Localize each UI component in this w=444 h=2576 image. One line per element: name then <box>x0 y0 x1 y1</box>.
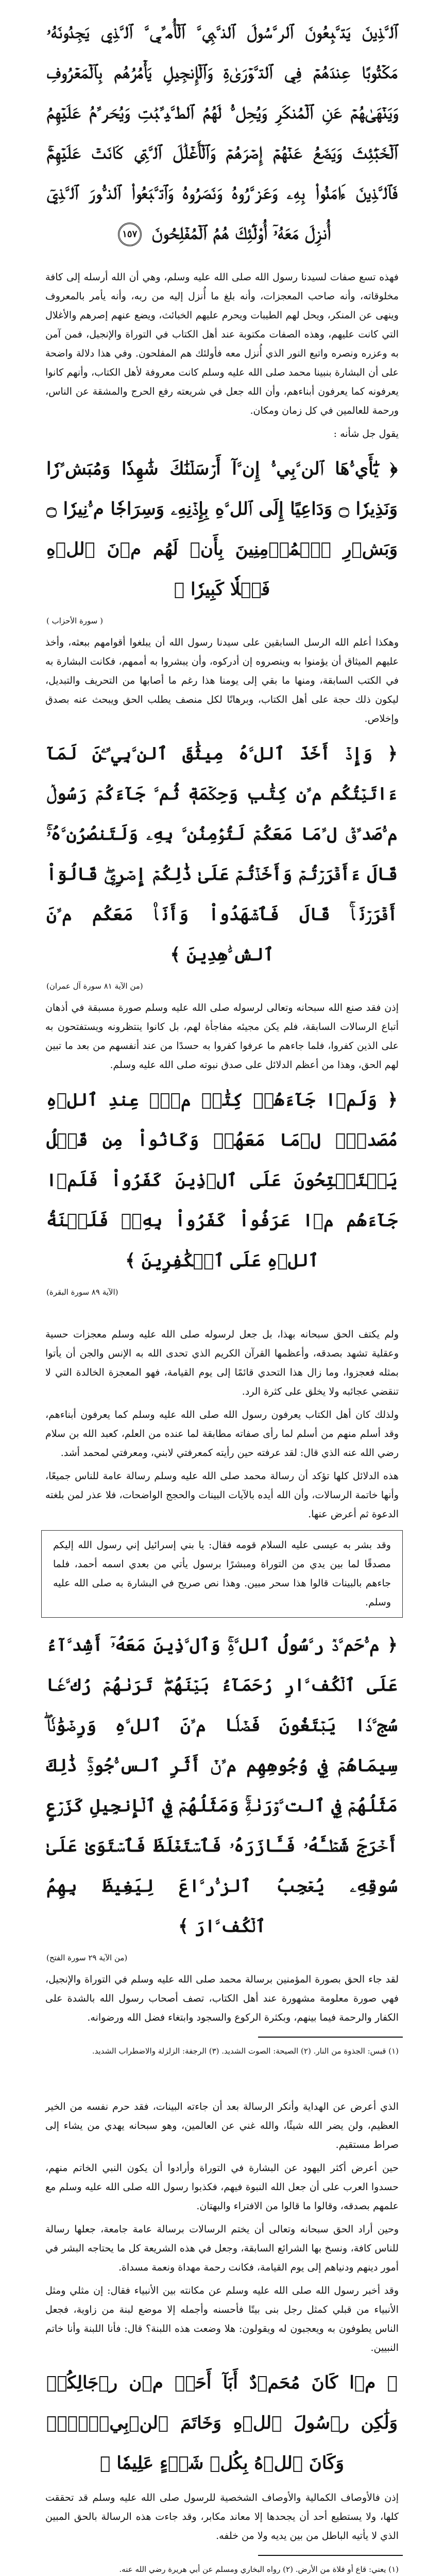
verse-reference: (الآية ٨٩ سورة البقرة) <box>46 1287 118 1297</box>
body-paragraph: لقد جاء الحق بصورة المؤمنين برسالة محمد صلى الله عليه وسلم في التوراة والإنجيل، فهي صورة معلومة مشهورة عند أهل الكتاب، تصف أصحاب رسول الله بالشدة على الكفار والرحمة فيما بينهم، وبكثرة الركوع والسجود وابتغاء فضل الله ورضوانه. <box>45 1974 399 2023</box>
body-paragraph: وحين أراد الحق سبحانه وتعالى أن يختم الرسالات برسالة عامة جامعة، جعلها رسالة للناس كافة، ونسخ بها الشرائع السابقة، وجعل في هذه الشريعة كل ما يحتاجه البشر في أمور دينهم ودنياهم إلى يوم القيامة، فكانت رحمة مهداة ونعمة مسداة. <box>45 2224 399 2273</box>
body-paragraph: وهكذا أعلم الله الرسل السابقين على سيدنا رسول الله أن يبلغوا أقوامهم ببعثه، وأخذ عليهم الميثاق أن يؤمنوا به وينصروه إن أدركوه، وأن يبشروا به أممهم، فكانت البشارة به في الكتب السابقة، ومنها ما بقي إلى يومنا هذا رغم ما أصابها من التحريف والتبديل، ليكون ذلك حجة على أهل الكتاب، وبرهانًا لكل منصف يطلب الحق ويبحث عنه بصدق وإخلاص. <box>45 637 399 724</box>
footnote: (١) قبس: الجذوة من النار. (٢) الصيحة: الصوت الشديد. (٣) الرجفة: الزلزلة والاضطراب الشديد. <box>92 2046 399 2056</box>
quran-verse-block: ﴿ مﱡحَمﱠدٞ رﱠسُولُ ٱللﱠهِۚ وَٱلﱠذِينَ مَعَهُۥٓ أَشِدﱠآءُ عَلَى ٱلۡكُفﱠارِ رُحَمَآءُ بَيۡنَهُمۡۖ تَرَىٰهُمۡ رُكﱠعٗا سُجﱠدٗا يَبۡتَغُونَ فَضۡلٗا مﱢنَ ٱللﱠهِ وَرِضۡوَٰنٗاۖ سِيمَاهُمۡ فِي وُجُوهِهِم مﱢنۡ أَثَرِ ٱلسﱡجُودِۚ ذَٰلِكَ مَثَلُهُمۡ فِي ٱلتﱠوۡرَىٰةِۚ وَمَثَلُهُمۡ فِي ٱلۡإِنجِيلِ كَزَرۡعٍ أَخۡرَجَ شَطۡـَٔهُۥ فَـَٔازَرَهُۥ فَٱسۡتَغۡلَظَ فَٱسۡتَوَىٰ عَلَىٰ سُوقِهِۦ يُعۡجِبُ ٱلزﱡرﱠاعَ لِيَغِيظَ بِهِمُ ٱلۡكُفﱠارَ ﴾ <box>46 1635 398 1937</box>
verse-reference: (من الآية ٢٩ سورة الفتح) <box>46 1953 128 1962</box>
footnote-divider <box>258 2037 403 2038</box>
footnote-divider <box>258 2555 403 2556</box>
body-paragraph: يقول جل شأنه : <box>333 428 399 439</box>
quran-verse-text: ﭐﻟﱠﺬِﻳﻦَ ﻳَﺘﱠﺒِﻌُﻮﻥَ ﭐﻟﺮﱠﺳُﻮﻝَ ﭐﻟﻨﱠﺒِﻲﱠ ﭐﻟۡﺄُﻣﱢﻲﱠ ﭐﻟﱠﺬِﻱ ﻳَﺠِﺪُﻭﻧَﻪُۥ ﻣَﻜۡﺘُﻮﺑًﺎ ﻋِﻨﺪَﻫُﻢۡ ﻓِﻲ ﭐﻟﺘﱠﻮۡﺭَﻯٰﺓِ ﻭَﭐﻟۡﺈِﻧﺠِﻴﻞِ ﻳَﺄۡﻣُﺮُﻫُﻢ ﺑِﭑﻟۡﻤَﻌۡﺮُﻭﻑِ ﻭَﻳَﻨۡﻬَﻰٰﻬُﻢۡ ﻋَﻦِ ﭐﻟۡﻤُﻨﻜَﺮِ ﻭَﻳُﺤِﻞﱡ ﻟَﻬُﻢُ ﭐﻟﻄﱠﻴﱢﺒَٰﺖِ ﻭَﻳُﺤَﺮﱢﻡُ ﻋَﻠَﻴۡﻬِﻢُ ﭐﻟۡﺨَﺒَٰٓﺌِﺚَ ﻭَﻳَﻀَﻊُ ﻋَﻨۡﻬُﻢۡ ﺇِﺻۡﺮَﻫُﻢۡ ﻭَﭐﻟۡﺄَﻏۡﻠَٰﻞَ ﭐﻟﱠﺘِﻲ ﻛَﺎﻧَﺖۡ ﻋَﻠَﻴۡﻬِﻢۡۚ ﻓَﭑﻟﱠﺬِﻳﻦَ ﺀَﺍﻣَﻨُﻮﺍْ ﺑِﻪِۦ ﻭَﻋَﺰﱠﺭُﻭﻩُ ﻭَﻧَﺼَﺮُﻭﻩُ ﻭَﭐﺗﱠﺒَﻌُﻮﺍْ ﭐﻟﻨﱡﻮﺭَ ﭐﻟﱠﺬِﻱٓ ﺃُﻧﺰِﻝَ ﻣَﻌَﻪُۥٓ ﺃُﻭْﻟَٰٓﺌِﻚَ ﻫُﻢُ ﭐﻟۡﻤُﻔۡﻠِﺤُﻮﻥَ <box>46 22 398 244</box>
quran-verse-block: ﴿ وَإِذۡ أَخَذَ ٱللﱠهُ مِيثَٰقَ ٱلنﱠبِيﱢـۧنَ لَمَآ ءَاتَيۡتُكُم مﱢن كِتَٰبٖ وَحِكۡمَةٖ ثُمﱠ جَآءَكُمۡ رَسُولٞ مﱡصَدﱢقٞ لﱢمَا مَعَكُمۡ لَتُؤۡمِنُنﱠ بِهِۦ وَلَتَنصُرُنﱠهُۥۚ قَالَ ءَأَقۡرَرۡتُمۡ وَأَخَذۡتُمۡ عَلَىٰ ذَٰلِكُمۡ إِصۡرِيۖ قَالُوٓاْ أَقۡرَرۡنَاۚ قَالَ فَٱشۡهَدُواْ وَأَنَا۠ مَعَكُم مﱢنَ ٱلشﱠٰهِدِينَ ﴾ <box>46 743 398 965</box>
verse-number-ornament: ١٥٧ <box>118 223 142 246</box>
verse-reference: (من الآية ٨١ سورة آل عمران) <box>46 981 143 991</box>
body-paragraph: هذه الدلائل كلها تؤكد أن رسالة محمد صلى الله عليه وسلم رسالة عامة للناس جميعًا، وأنها خاتمة الرسالات، وأن الله أيده بالآيات البينات والحجج الواضحات، فلا عذر لمن بلغته الدعوة ثم أعرض عنها. <box>45 1470 399 1520</box>
footnote: (١) يعني: قاع أو فلاة من الأرض. (٢) رواه البخاري ومسلم عن أبي هريرة رضي الله عنه. <box>119 2565 399 2574</box>
quran-verse-block: ﴿ مﱠا كَانَ مُحَمﱠدٌ أَبَآ أَحَدٖ مﱢن رﱢجَالِكُمۡ وَلَٰكِن رﱠسُولَ ٱللﱠهِ وَخَاتَمَ ٱلنﱠبِيﱢـۧنَۗ وَكَانَ ٱللﱠهُ بِكُلﱢ شَيۡءٍ عَلِيمٗا ﴾ <box>46 2372 398 2473</box>
quran-verse-block <box>41 9 403 257</box>
body-paragraph: الذي أعرض عن الهداية وأنكر الرسالة بعد أن جاءته البينات، فقد حرم نفسه من الخير العظيم، ولن يضر الله شيئًا، والله غني عن العالمين، وهو سبحانه يهدي من يشاء إلى صراط مستقيم. <box>45 2101 399 2150</box>
verse-reference: ( سورة الأحزاب ) <box>46 616 103 625</box>
quran-verse-block: ﴿ وَلَمﱠا جَآءَهُمۡ كِتَٰبٞ مﱢنۡ عِندِ ٱللﱠهِ مُصَدﱢقٞ لﱢمَا مَعَهُمۡ وَكَانُواْ مِن قَبۡلُ يَسۡتَفۡتِحُونَ عَلَى ٱلﱠذِينَ كَفَرُواْ فَلَمﱠا جَآءَهُم مﱠا عَرَفُواْ كَفَرُواْ بِهِۦۚ فَلَعۡنَةُ ٱللﱠهِ عَلَى ٱلۡكَٰفِرِينَ ﴾ <box>46 1090 398 1271</box>
body-paragraph: ولذلك كان أهل الكتاب يعرفون رسول الله صلى الله عليه وسلم كما يعرفون أبناءهم، وقد أسلم منهم من أسلم لما رأى صفاته مطابقة لما عنده من العلم، كعبد الله بن سلام رضي الله عنه الذي قال: لقد عرفته حين رأيته كمعرفتي لابني، ومعرفتي لمحمد أشد. <box>45 1409 399 1459</box>
body-paragraph: حين أعرض أكثر اليهود عن البشارة في التوراة وأرادوا أن يكون النبي الخاتم منهم، حسدوا العرب على أن جعل الله النبوة فيهم، فكذبوا رسول الله صلى الله عليه وسلم مع علمهم بصدقه، وقالوا ما قالوا من الافتراء والبهتان. <box>45 2162 399 2212</box>
body-paragraph: فهذه تسع صفات لسيدنا رسول الله صلى الله عليه وسلم، وهي أن الله أرسله إلى كافة مخلوقاته، وأنه صاحب المعجزات، وأنه بلغ ما أُنزل إليه من ربه، وأنه يأمر بالمعروف وينهى عن المنكر، ويحل لهم الطيبات ويحرم عليهم الخبائث، ويضع عنهم إصرهم والأغلال التي كانت عليهم، وهذه الصفات مكتوبة عند أهل الكتاب في التوراة والإنجيل، فمن آمن به وعزره ونصره واتبع النور الذي أُنزل معه فأولئك هم المفلحون. وفي هذا دلالة واضحة على أن البشارة بنبينا محمد صلى الله عليه وسلم كانت معروفة لأهل الكتاب، وأنهم كانوا يعرفونه كما يعرفون أبناءهم، وأن الله جعل في شريعته رفع الحرج والمشقة عن الناس، ورحمة للعالمين في كل زمان ومكان. <box>45 272 399 416</box>
body-paragraph: وقد بشر به عيسى عليه السلام قومه فقال: يا بني إسرائيل إني رسول الله إليكم مصدقًا لما بين يدي من التوراة ومبشرًا برسول يأتي من بعدي اسمه أحمد، فلما جاءهم بالبينات قالوا هذا سحر مبين. وهذا نص صريح في البشارة به صلى الله عليه وسلم. <box>53 1539 391 1608</box>
body-paragraph: ولم يكتف الحق سبحانه بهذا، بل جعل لرسوله صلى الله عليه وسلم معجزات حسية وعقلية تشهد بصدقه، وأعظمها القرآن الكريم الذي تحدى الله به الإنس والجن أن يأتوا بمثله فعجزوا، وما زال هذا التحدي قائمًا إلى يوم القيامة، فهو المعجزة الخالدة التي لا تنقضي عجائبه ولا يخلق على كثرة الرد. <box>45 1329 399 1397</box>
quran-verse-block: ﴿ يَٰٓأَيﱡهَا ٱلنﱠبِيﱡ إِنﱠآ أَرۡسَلۡنَٰكَ شَٰهِدٗا وَمُبَشﱢرٗا وَنَذِيرٗا ۝ وَدَاعِيًا إِلَى ٱللﱠهِ بِإِذۡنِهِۦ وَسِرَاجٗا مﱡنِيرٗا ۝ وَبَشﱢرِ ٱلۡمُؤۡمِنِينَ بِأَنﱠ لَهُم مﱢنَ ٱللﱠهِ فَضۡلٗا كَبِيرٗا ﴾ <box>46 459 398 600</box>
quoted-text-box <box>41 1530 403 1618</box>
body-paragraph: وقد أخبر رسول الله صلى الله عليه وسلم عن مكانته بين الأنبياء فقال: إن مثلي ومثل الأنبياء من قبلي كمثل رجل بنى بيتًا فأحسنه وأجمله إلا موضع لبنة من زاوية، فجعل الناس يطوفون به ويعجبون له ويقولون: هلا وضعت هذه اللبنة؟ قال: فأنا اللبنة وأنا خاتم النبيين. <box>45 2285 399 2353</box>
body-paragraph: إذن فالأوصاف الكمالية والأوصاف الشخصية للرسول صلى الله عليه وسلم قد تحققت كلها، ولا يستطيع أحد أن يجحدها إلا معاند مكابر، وقد جاءت هذه الرسالة بالحق المبين الذي لا يأتيه الباطل من بين يديه ولا من خلفه. <box>45 2492 399 2541</box>
body-paragraph: إذن فقد صنع الله سبحانه وتعالى لرسوله صلى الله عليه وسلم صورة مسبقة في أذهان أتباع الرسالات السابقة، فلم يكن مجيئه مفاجأة لهم، بل كانوا ينتظرونه ويستفتحون به على الذين كفروا، فلما جاءهم ما عرفوا كفروا به حسدًا من عند أنفسهم من بعد ما تبين لهم الحق، وهذا من أعظم الدلائل على صدق نبوته صلى الله عليه وسلم. <box>45 1002 399 1071</box>
